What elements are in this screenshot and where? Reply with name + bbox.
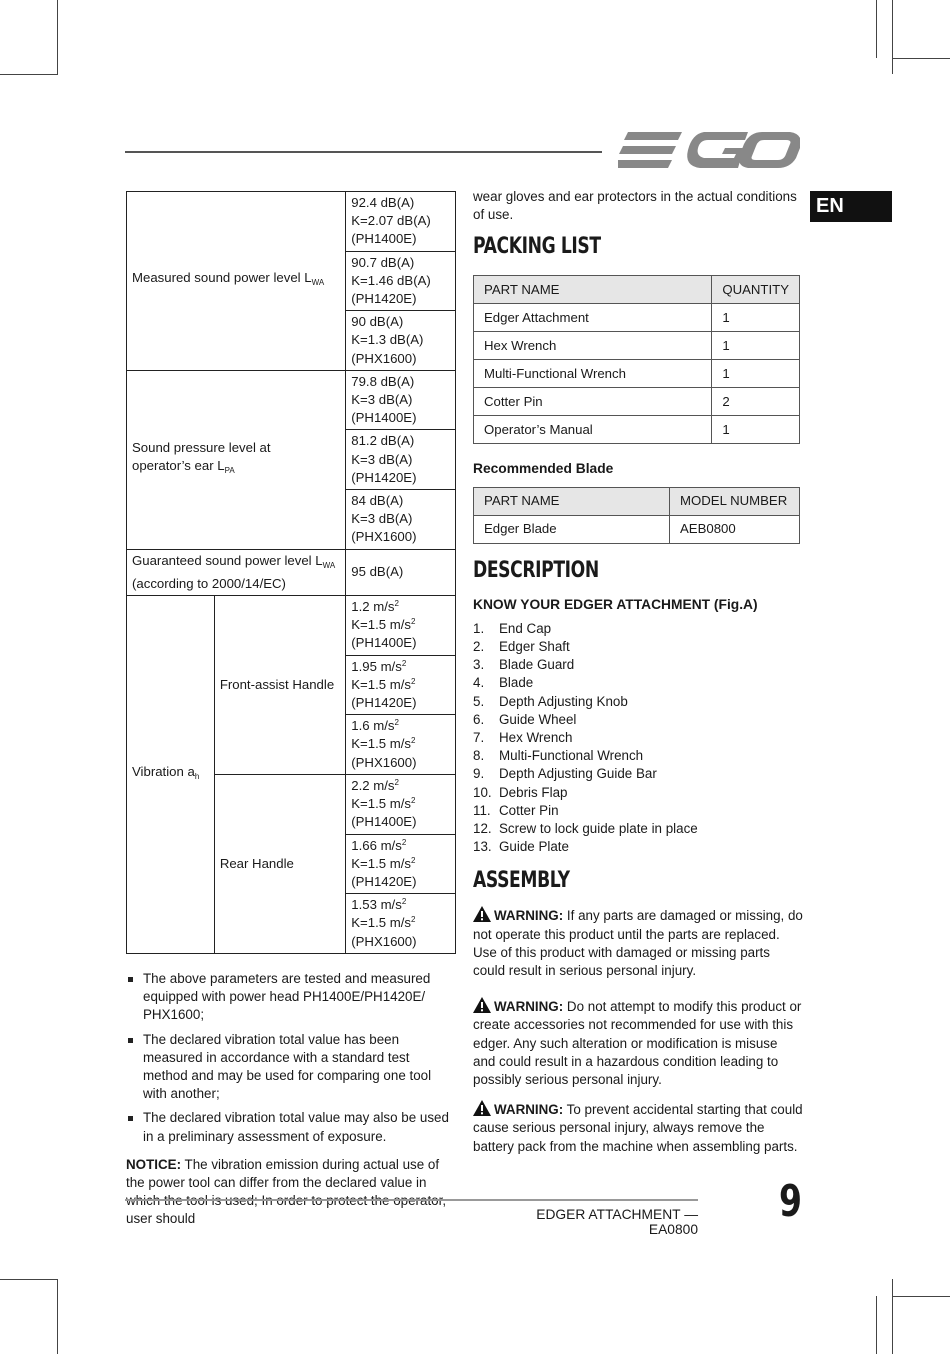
spec-value: 1.95 $m/s^2$ K=1.5 $m/s^2$ (PH1420E) (346, 655, 456, 715)
packing-list-heading: PACKING LIST (473, 234, 601, 260)
bullet-item: The declared vibration total value may also be used in a preliminary assessment of exposure. (126, 1109, 456, 1145)
column-header: PART NAME (474, 276, 712, 304)
table-row: Edger Attachment 1 (474, 304, 800, 332)
crop-mark (892, 1279, 893, 1354)
list-item: 10. Debris Flap (473, 784, 568, 800)
crop-mark (876, 0, 877, 58)
spec-label: Vibration $a_h$ (127, 596, 215, 954)
warning-triangle-icon (473, 906, 491, 922)
warning-paragraph: WARNING: Do not attempt to modify this product or create accessories not recommended for use with this edger. Any such alteration or modification is misuse and could result in a hazardous condition leading to possibly serious personal injury. (473, 999, 802, 1088)
assembly-heading: ASSEMBLY (473, 868, 570, 894)
language-tab: EN (810, 191, 892, 222)
bullet-square-icon (128, 977, 133, 982)
spec-value: 1.53 $m/s^2$ K=1.5 $m/s^2$ (PHX1600) (346, 894, 456, 954)
warning-paragraph: WARNING: To prevent accidental starting that could cause serious personal injury, always remove the battery pack from the machine when assembling parts. (473, 1102, 803, 1154)
rear-handle-label: Rear Handle (214, 774, 345, 953)
crop-mark (876, 1296, 877, 1354)
list-item: 3. Blade Guard (473, 657, 575, 673)
spec-label: Sound pressure level at operator’s ear $L_{PA}$ (127, 370, 346, 549)
crop-mark (892, 58, 950, 59)
spec-value: 90 dB(A) K=1.3 dB(A) (PHX1600) (346, 311, 456, 371)
spec-value: 92.4 dB(A) K=2.07 dB(A) (PH1400E) (346, 192, 456, 252)
specification-table (126, 191, 456, 954)
footer-rule (125, 1199, 698, 1201)
ego-logo (618, 128, 800, 172)
spec-label: Guaranteed sound power level $L_{WA}$ (according to 2000/14/EC) (127, 549, 346, 595)
spec-value: 1.6 $m/s^2$ K=1.5 $m/s^2$ (PHX1600) (346, 715, 456, 775)
column-header: MODEL NUMBER (670, 487, 800, 515)
notice-paragraph: NOTICE: The vibration emission during actual use of the power tool can differ from the declared value in user should (126, 1156, 440, 1227)
page-number: 9 (779, 1176, 802, 1227)
list-item: 2. Edger Shaft (473, 639, 570, 655)
recommended-blade-heading: Recommended Blade (473, 461, 614, 477)
table-row: Hex Wrench 1 (474, 332, 800, 360)
table-row: Multi-Functional Wrench 1 (474, 360, 800, 388)
list-item: 12. Screw to lock guide plate in place (473, 821, 698, 837)
column-header: QUANTITY (712, 276, 800, 304)
column-header: PART NAME (474, 487, 670, 515)
bullet-item: The declared vibration total value has been measured in accordance with a standard test method and may be used for comparing one tool with another; (126, 1031, 456, 1104)
spec-value: 79.8 dB(A) K=3 dB(A) (PH1400E) (346, 370, 456, 430)
know-your-edger-heading: KNOW YOUR EDGER ATTACHMENT (Fig.A) (473, 596, 758, 612)
spec-value: 2.2 $m/s^2$ K=1.5 $m/s^2$ (PH1400E) (346, 774, 456, 834)
spec-value: 84 dB(A) K=3 dB(A) (PHX1600) (346, 490, 456, 550)
crop-mark (892, 1296, 950, 1297)
crop-mark (0, 74, 58, 75)
list-item: 6. Guide Wheel (473, 711, 577, 727)
bullet-item: The above parameters are tested and measured equipped with power head PH1400E/PH1420E/ PHX1600; (126, 970, 456, 1025)
list-item: 4. Blade (473, 675, 534, 691)
list-item: 13. Guide Plate (473, 839, 569, 855)
footer-title: EDGER ATTACHMENT — EA0800 (536, 1207, 698, 1237)
crop-mark (57, 0, 58, 74)
bullet-square-icon (128, 1116, 133, 1121)
warning-paragraph: WARNING: If any parts are damaged or missing, do not operate this product until the parts are replaced. Use of this product with damaged or missing parts could result in serious personal injury. (473, 908, 803, 979)
front-handle-label: Front-assist Handle (214, 596, 345, 775)
spec-label: Measured sound power level $L_{WA}$ (127, 192, 346, 371)
right-column (473, 188, 803, 1156)
list-item: 11. Cotter Pin (473, 802, 559, 818)
warning-triangle-icon (473, 997, 491, 1013)
spec-value: 95 dB(A) (346, 549, 456, 595)
crop-mark (892, 0, 893, 74)
warning-triangle-icon (473, 1100, 491, 1116)
list-item: 5. Depth Adjusting Knob (473, 693, 628, 709)
table-row: Operator’s Manual 1 (474, 416, 800, 444)
notice-label: NOTICE: (126, 1156, 182, 1172)
crop-mark (57, 1279, 58, 1354)
spec-value: 90.7 dB(A) K=1.46 dB(A) (PH1420E) (346, 251, 456, 311)
blade-table (473, 487, 800, 544)
table-row: Edger Blade AEB0800 (474, 515, 800, 543)
header-rule (125, 151, 602, 153)
parts-list (473, 620, 803, 857)
continued-text: wear gloves and ear protectors in the actual conditions of use. (473, 189, 797, 223)
table-row: Cotter Pin 2 (474, 388, 800, 416)
spec-value: 81.2 dB(A) K=3 dB(A) (PH1420E) (346, 430, 456, 490)
list-item: 7. Hex Wrench (473, 730, 573, 746)
spec-value: 1.2 $m/s^2$ K=1.5 $m/s^2$ (PH1400E) (346, 596, 456, 656)
left-notes (126, 970, 456, 1229)
bullet-square-icon (128, 1038, 133, 1043)
spec-value: 1.66 $m/s^2$ K=1.5 $m/s^2$ (PH1420E) (346, 834, 456, 894)
packing-list-table (473, 275, 800, 444)
list-item: 1. End Cap (473, 620, 552, 636)
description-heading: DESCRIPTION (473, 557, 599, 583)
list-item: 8. Multi-Functional Wrench (473, 748, 644, 764)
crop-mark (0, 1279, 58, 1280)
list-item: 9. Depth Adjusting Guide Bar (473, 766, 657, 782)
